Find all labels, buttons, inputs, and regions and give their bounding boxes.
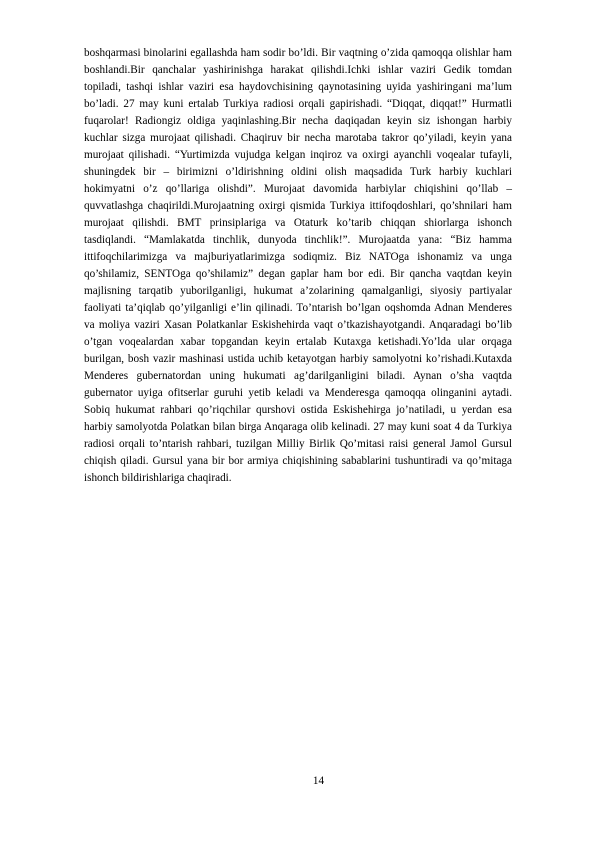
body-paragraph: boshqarmasi binolarini egallashda ham sodir bo’ldi. Bir vaqtning o’zida qamoqqa olishlar ham boshlandi.Bir qanchalar yashirinishga harakat qilishdi.Ichki ishlar vaziri Gedik tomdan topiladi, tashqi ishlar vaziri esa haydovchisining qaynotasining uyida yashiringani ma’lum bo’ladi. 27 may kuni ertalab Turkiya radiosi orqali gapirishadi. “Diqqat, diqqat!” Hurmatli fuqarolar! Radiongiz oldiga yaqinlashing.Bir necha daqiqadan keyin siz ishongan harbiy kuchlar sizga murojaat qilishadi. Chaqiruv bir necha marotaba takror qo’yiladi, keyin yana murojaat qilishadi. “Yurtimizda vujudga kelgan inqiroz va oxirgi ayanchli voqealar tufayli, shuningdek bir – birimizni o’ldirishning oldini olish maqsadida Turk harbiy kuchlari hokimyatni o’z qo’llariga olishdi”. Murojaat davomida harbiylar chiqishini qo’llab – quvvatlashga chaqirildi.Murojaatning oxirgi qismida Turkiya ittifoqdoshlari, qo’shnilari ham murojaat qilishdi. BMT prinsiplariga va Otaturk ko’tarib chiqqan shiorlarga ishonch tasdiqlandi. “Mamlakatda tinchlik, dunyoda tinchlik!”. Murojaatda yana: “Biz hamma ittifoqchilarimizga va majburiyatlarimizga sodiqmiz. Biz NATOga ishonamiz va unga qo’shilamiz, SENTOga qo’shilamiz” degan gaplar ham bor edi. Bir qancha vaqtdan keyin majlisning tarqatib yuborilganligi, hukumat a’zolarining qamalganligi, siyosiy partiyalar faoliyati ta’qiqlab qo’yilganligi e’lin qilinadi. To’ntarish bo’lgan oqshomda Adnan Menderes va moliya vaziri Xasan Polatkanlar Eskishehirda vaqt o’tkazishayotgandi. Anqaradagi bo’lib o’tgan voqealardan xabar topgandan keyin ertalab Kutaxga ketishadi.Yo’lda ular orqaga burilgan, bosh vazir mashinasi ustida uchib ketayotgan harbiy samolyotni ko’rishadi.Kutaxda Menderes gubernatordan uning hukumati ag’darilganligini biladi. Aynan o’sha vaqtda gubernator uyiga ofitserlar guruhi yetib keladi va Menderesga qamoqqa olinganini aytadi. Sobiq hukumat rahbari qo’riqchilar qurshovi ostida Eskishehirga jo’natiladi, u yerdan esa harbiy samolyotda Polatkan bilan birga Anqaraga olib kelinadi. 27 may kuni soat 4 da Turkiya radiosi orqali to’ntarish rahbari, tuzilgan Milliy Birlik Qo’mitasi raisi general Jamol Gursul chiqish qiladi. Gursul yana bir bor armiya chiqishining sabablarini tushuntiradi va qo’mitaga ishonch bildirishlariga chaqiradi. — [84, 47, 512, 484]
page-number: 14 — [312, 775, 325, 787]
